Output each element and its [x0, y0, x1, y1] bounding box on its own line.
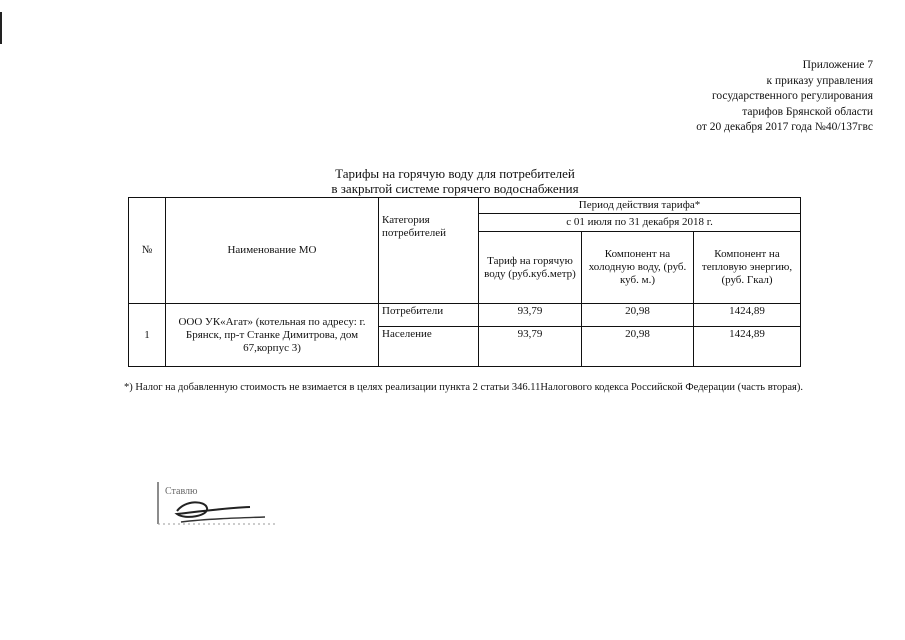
document-title: [240, 166, 670, 196]
heat-value-population: 1424,89: [694, 327, 801, 367]
header-heat-component: Компонент на тепловую энергию, (руб. Гкал): [694, 232, 801, 304]
vat-footnote: *) Налог на добавленную стоимость не взимается в целях реализации пункта 2 статьи 346.11Налогового кодекса Российской Федерации (часть вторая).: [124, 382, 803, 393]
category-consumers: Потребители: [379, 304, 479, 327]
tariff-value-population: 93,79: [479, 327, 582, 367]
header-cold-water-component: Компонент на холодную воду, (руб. куб. м.): [582, 232, 694, 304]
authority-name-line2: тарифов Брянской области: [742, 105, 873, 118]
authority-name-line1: государственного регулирования: [711, 90, 873, 102]
appendix-label: Приложение 7: [802, 59, 873, 71]
header-number: №: [129, 198, 166, 304]
order-reference: к приказу управления: [766, 74, 873, 87]
header-period-range: с 01 июля по 31 декабря 2018 г.: [479, 214, 801, 232]
row-number: 1: [129, 304, 166, 367]
header-org-name: Наименование МО: [166, 198, 379, 304]
page-edge-mark: [0, 12, 2, 44]
handwritten-signature: [155, 478, 330, 538]
title-line-1: Тарифы на горячую воду для потребителей: [335, 166, 575, 181]
header-tariff-hot-water: Тариф на горячую воду (руб.куб.метр): [479, 232, 582, 304]
cold-value-population: 20,98: [582, 327, 694, 367]
tariff-table: [128, 197, 801, 367]
svg-text:Ставлю: Ставлю: [165, 486, 198, 497]
org-name-cell: ООО УК«Агат» (котельная по адресу: г. Брянск, пр-т Станке Димитрова, дом 67,корпус 3): [166, 304, 379, 367]
header-category: Категория потребителей: [379, 198, 479, 304]
heat-value-consumers: 1424,89: [694, 304, 801, 327]
category-population: Население: [379, 327, 479, 367]
order-date-number: от 20 декабря 2017 года №40/137гвс: [696, 121, 873, 133]
header-period-title: Период действия тарифа*: [479, 198, 801, 214]
signature-stamp: [155, 478, 330, 538]
approval-header: [696, 58, 873, 136]
tariff-value-consumers: 93,79: [479, 304, 582, 327]
title-line-2: в закрытой системе горячего водоснабжения: [331, 181, 579, 196]
cold-value-consumers: 20,98: [582, 304, 694, 327]
